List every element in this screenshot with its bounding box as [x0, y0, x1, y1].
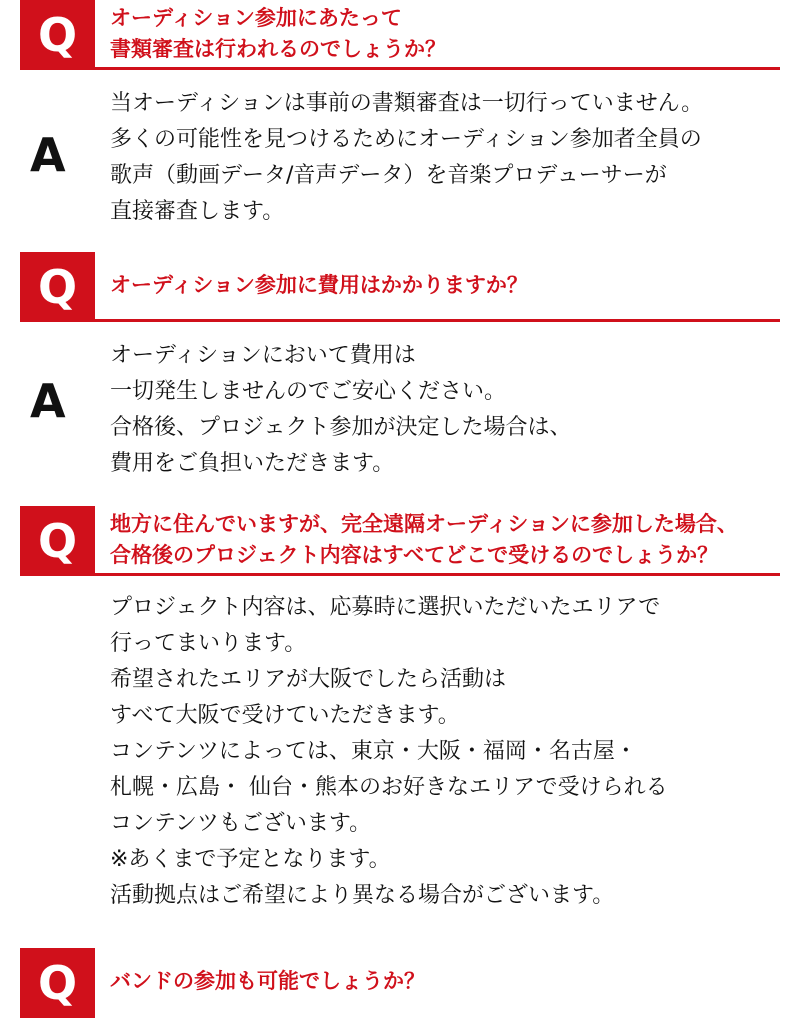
question-line: オーディション参加にあたって	[110, 5, 402, 30]
question-text	[110, 0, 780, 67]
answer-line: 活動拠点はご希望により異なる場合がございます。	[110, 883, 615, 908]
question-line: 合格後のプロジェクト内容はすべてどこで受けるのでしょうか？	[110, 542, 719, 567]
question-line: 書類審査は行われるのでしょうか？	[110, 36, 446, 61]
faq-item-3	[0, 506, 800, 908]
question-badge	[20, 948, 95, 1018]
question-mark: Q	[37, 8, 78, 62]
answer-line: 希望されたエリアが大阪でしたら活動は	[110, 667, 507, 692]
question-badge	[20, 252, 95, 322]
answer-line: 行ってまいります。	[110, 631, 307, 656]
question-underline	[95, 573, 780, 576]
answer-line: 当オーディションは事前の書類審査は一切行っていません。	[110, 91, 704, 116]
question-row	[0, 252, 800, 322]
answer-line: 合格後、プロジェクト参加が決定した場合は、	[110, 415, 572, 440]
faq-item-2	[0, 252, 800, 476]
answer-line: プロジェクト内容は、応募時に選択いただいたエリアで	[110, 595, 661, 620]
question-underline	[95, 319, 780, 322]
question-row	[0, 506, 800, 576]
answer-line: 一切発生しませんのでご安心ください。	[110, 379, 507, 404]
faq-item-4	[0, 948, 800, 1018]
answer-text	[110, 86, 780, 230]
answer-line: 札幌・広島・ 仙台・熊本のお好きなエリアで受けられる	[110, 775, 668, 800]
answer-line: すべて大阪で受けていただきます。	[110, 703, 460, 728]
question-mark: Q	[37, 514, 78, 568]
question-line: バンドの参加も可能でしょうか？	[110, 969, 425, 993]
answer-mark: A	[30, 374, 66, 428]
answer-line: ※あくまで予定となります。	[110, 847, 391, 872]
question-row	[0, 948, 800, 1018]
question-mark: Q	[37, 956, 78, 1010]
question-line: 地方に住んでいますが、完全遠隔オーディションに参加した場合、	[110, 511, 738, 536]
question-mark: Q	[37, 260, 78, 314]
answer-line: コンテンツによっては、東京・大阪・福岡・名古屋・	[110, 739, 637, 764]
answer-line: 歌声（動画データ/音声データ）を音楽プロデューサーが	[110, 163, 667, 188]
question-line: オーディション参加に費用はかかりますか？	[110, 273, 528, 297]
question-text	[110, 948, 780, 1015]
answer-line: 多くの可能性を見つけるためにオーディション参加者全員の	[110, 127, 702, 152]
faq-item-1	[0, 0, 800, 224]
answer-line: 直接審査します。	[110, 199, 285, 224]
answer-line: 費用をご負担いただきます。	[110, 451, 395, 476]
answer-text	[110, 590, 780, 914]
answer-line: コンテンツもございます。	[110, 811, 372, 836]
answer-line: オーディションにおいて費用は	[110, 343, 416, 368]
question-text	[110, 506, 780, 573]
question-badge	[20, 506, 95, 576]
answer-mark: A	[30, 128, 66, 182]
question-underline	[95, 67, 780, 70]
question-row	[0, 0, 800, 70]
question-badge	[20, 0, 95, 70]
question-text	[110, 252, 780, 319]
answer-text	[110, 338, 780, 482]
